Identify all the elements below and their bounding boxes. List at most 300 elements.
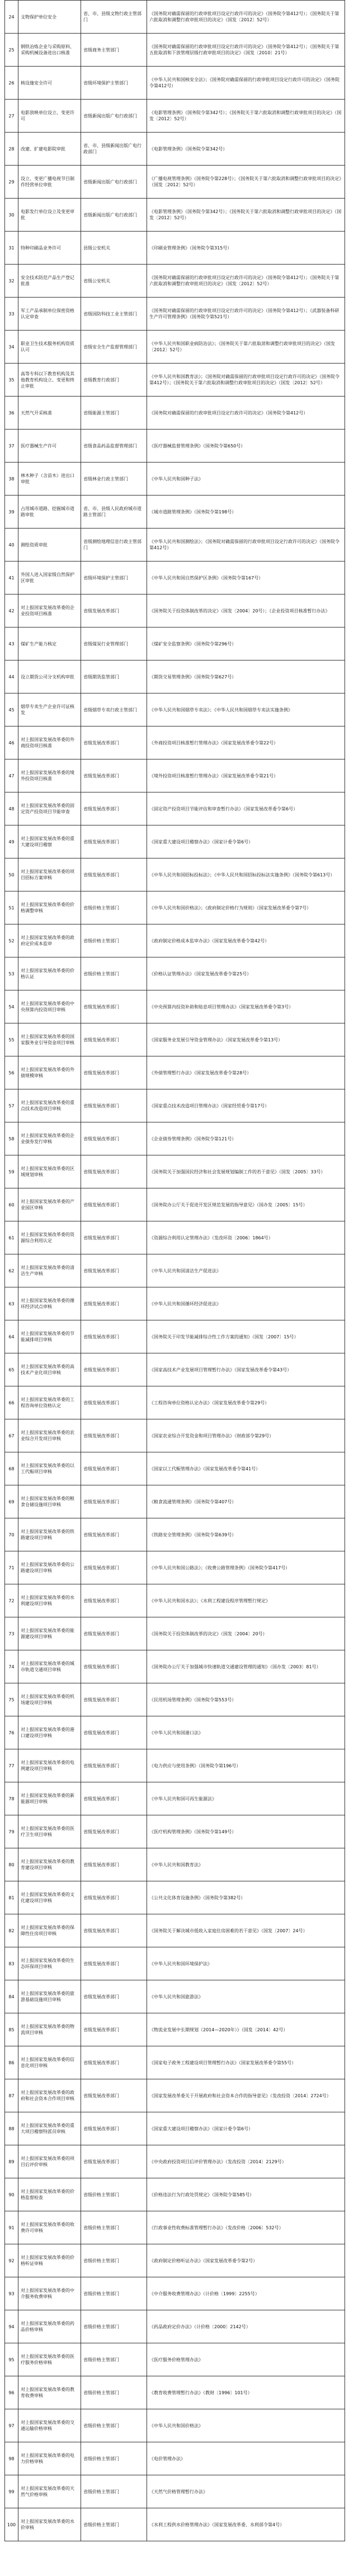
row-number: 73 xyxy=(5,1617,18,1650)
table-row xyxy=(5,1353,345,1386)
approval-item-name: 对上报国家发展改革委的天然气价格审核 xyxy=(18,2475,81,2508)
approval-item-name: 对上报国家发展改革委的生态环保项目审核 xyxy=(18,1947,81,1980)
row-number: 76 xyxy=(5,1716,18,1749)
legal-basis: 《国务院关于投资体制改革的决定》（国发〔2004〕20号） xyxy=(147,1617,345,1650)
approval-item-name: 煤矿生产能力核定 xyxy=(18,628,81,660)
table-row xyxy=(5,133,345,166)
table-row xyxy=(5,1221,345,1254)
legal-basis: 《中华人民共和国测绘法》；《国务院对确需保留的行政审批项目设定行政许可的决定》（国务院令第412号） xyxy=(147,529,345,562)
legal-basis: 《铁路安全管理条例》（国务院令第639号） xyxy=(147,1518,345,1551)
row-number: 61 xyxy=(5,1221,18,1254)
row-number: 88 xyxy=(5,2112,18,2145)
implementing-department: 省级发展改革部门 xyxy=(81,1089,147,1122)
row-number: 64 xyxy=(5,1320,18,1353)
table-row xyxy=(5,891,345,924)
legal-basis: 《电影管理条例》（国务院令第342号） xyxy=(147,133,345,166)
row-number: 94 xyxy=(5,2310,18,2343)
approval-item-name: 钢铁冶炼企业与采购原料、采购机械设备进出口核准 xyxy=(18,34,81,67)
row-number: 47 xyxy=(5,759,18,792)
row-number: 78 xyxy=(5,1782,18,1815)
legal-basis: 《物流业发展中长期规划（2014—2020年）》（国发〔2014〕42号） xyxy=(147,2013,345,2046)
legal-basis: 《中华人民共和国环境保护法》 xyxy=(147,1947,345,1980)
implementing-department: 省级发展改革部门 xyxy=(81,1188,147,1221)
implementing-department: 省级发展改革部门 xyxy=(81,2046,147,2079)
row-number: 24 xyxy=(5,1,18,34)
table-row xyxy=(5,1023,345,1056)
approval-item-name: 对上报国家发展改革委的重点技术改造项目审核 xyxy=(18,1089,81,1122)
row-number: 91 xyxy=(5,2211,18,2244)
approval-item-name: 天然气开采核准 xyxy=(18,397,81,430)
implementing-department: 省级发展改革部门 xyxy=(81,2079,147,2112)
approval-item-name: 设立期货公司分支机构审批 xyxy=(18,660,81,693)
row-number: 52 xyxy=(5,924,18,957)
table-row xyxy=(5,792,345,825)
legal-basis: 《城市道路管理条例》（国务院令第198号） xyxy=(147,496,345,529)
approval-item-name: 对上报国家发展改革委的资源综合利用认定 xyxy=(18,1221,81,1254)
legal-basis: 《中华人民共和国职业病防治法》；《国务院关于第六批取消和调整行政审批项目的决定》（国发〔2012〕52号） xyxy=(147,331,345,364)
approval-item-name: 对上报国家发展改革委的电网建设项目审核 xyxy=(18,1749,81,1782)
table-row xyxy=(5,430,345,463)
implementing-department: 省级发展改革部门 xyxy=(81,990,147,1023)
legal-basis: 《企业债券管理条例》（国务院令第121号） xyxy=(147,1122,345,1155)
approval-item-name: 对上报国家发展改革委的水利建设项目审核 xyxy=(18,1584,81,1617)
table-row xyxy=(5,232,345,265)
implementing-department: 省级价格主管部门 xyxy=(81,957,147,990)
implementing-department: 县级公安机关 xyxy=(81,232,147,265)
approval-item-name: 对上报国家发展改革委的重大项目稽察特派员审核 xyxy=(18,2112,81,2145)
implementing-department: 省、市、县级新闻出版广电行政部门 xyxy=(81,133,147,166)
row-number: 42 xyxy=(5,595,18,628)
table-row xyxy=(5,1782,345,1815)
approval-item-name: 对上报国家发展改革委的医疗服务价格审核 xyxy=(18,2343,81,2376)
approval-item-name: 对上报国家发展改革委的产业园区审核 xyxy=(18,1188,81,1221)
table-row xyxy=(5,1584,345,1617)
implementing-department: 省级发展改革部门 xyxy=(81,1155,147,1188)
row-number: 80 xyxy=(5,1848,18,1881)
approval-item-name: 对上报国家发展改革委的新能源项目审核 xyxy=(18,1782,81,1815)
approval-item-name: 对上报国家发展改革委的中介服务收费审核 xyxy=(18,2277,81,2310)
table-row xyxy=(5,463,345,496)
row-number: 89 xyxy=(5,2145,18,2178)
legal-basis: 《中华人民共和国清洁生产促进法》 xyxy=(147,1254,345,1287)
approval-items-table xyxy=(4,0,345,2541)
legal-basis: 《政府制定价格听证办法》（国家发展改革委令第2号） xyxy=(147,2244,345,2277)
legal-basis: 《国务院关于投资体制改革的决定》（国发〔2004〕20号）；《企业投资项目核准暂行办法》 xyxy=(147,595,345,628)
legal-basis: 《行政事业性收费标准管理暂行办法》（发改价格〔2006〕532号） xyxy=(147,2211,345,2244)
row-number: 29 xyxy=(5,166,18,199)
table-row xyxy=(5,2211,345,2244)
row-number: 49 xyxy=(5,825,18,858)
legal-basis: 《固定资产投资项目节能评估和审查暂行办法》（国家发展改革委令第6号） xyxy=(147,792,345,825)
table-row xyxy=(5,1089,345,1122)
table-row xyxy=(5,166,345,199)
row-number: 26 xyxy=(5,67,18,100)
legal-basis: 《医疗机构管理条例》（国务院令第149号） xyxy=(147,1815,345,1848)
row-number: 55 xyxy=(5,1023,18,1056)
table-row xyxy=(5,1287,345,1320)
implementing-department: 省级发展改革部门 xyxy=(81,1914,147,1947)
approval-item-name: 对上报国家发展改革委的能源建设项目审核 xyxy=(18,1617,81,1650)
table-row xyxy=(5,2112,345,2145)
legal-basis: 《中华人民共和国自然保护区条例》（国务院令第167号） xyxy=(147,562,345,595)
approval-item-name: 对上报国家发展改革委的铁路建设项目审核 xyxy=(18,1518,81,1551)
approval-item-name: 外国人进入国家级自然保护区审批 xyxy=(18,562,81,595)
implementing-department: 省级发展改革部门 xyxy=(81,1254,147,1287)
implementing-department: 省、市、县级文物行政主管部门 xyxy=(81,1,147,34)
legal-basis: 《价格违法行为行政处罚规定》（国务院令第585号） xyxy=(147,2178,345,2211)
row-number: 71 xyxy=(5,1551,18,1584)
implementing-department: 省级能源主管部门 xyxy=(81,397,147,430)
legal-basis: 《中华人民共和国旅游法》 xyxy=(147,1980,345,2013)
approval-item-name: 对上报国家发展改革委的机场建设项目审核 xyxy=(18,1683,81,1716)
approval-item-name: 对上报国家发展改革委的重大建设项目稽察 xyxy=(18,825,81,858)
table-row xyxy=(5,759,345,792)
approval-item-name: 对上报国家发展改革委的区域规划审核 xyxy=(18,1155,81,1188)
implementing-department: 省级公安机关 xyxy=(81,265,147,298)
approval-item-name: 电影发行单位设立及变更审批 xyxy=(18,199,81,232)
approval-item-name: 对上报国家发展改革委的水价审核 xyxy=(18,2508,81,2541)
implementing-department: 省级发展改革部门 xyxy=(81,1023,147,1056)
approval-item-name: 军工产品承制单位保密资格认定审查 xyxy=(18,298,81,331)
approval-item-name: 对上报国家发展改革委的物流项目审核 xyxy=(18,2013,81,2046)
implementing-department: 省级发展改革部门 xyxy=(81,1386,147,1419)
row-number: 25 xyxy=(5,34,18,67)
table-row xyxy=(5,1485,345,1518)
implementing-department: 省级发展改革部门 xyxy=(81,825,147,858)
table-row xyxy=(5,628,345,660)
implementing-department: 省级发展改革部门 xyxy=(81,1617,147,1650)
row-number: 77 xyxy=(5,1749,18,1782)
implementing-department: 省级价格主管部门 xyxy=(81,2442,147,2475)
legal-basis: 《医疗器械监督管理条例》（国务院令第650号） xyxy=(147,430,345,463)
legal-basis: 《煤矿安全监察条例》（国务院令第296号） xyxy=(147,628,345,660)
table-row xyxy=(5,529,345,562)
implementing-department: 省级发展改革部门 xyxy=(81,1980,147,2013)
table-row xyxy=(5,1914,345,1947)
implementing-department: 省级发展改革部门 xyxy=(81,1287,147,1320)
legal-basis: 《资源综合利用认定管理办法》（发改环资〔2006〕1864号） xyxy=(147,1221,345,1254)
approval-item-name: 改建、扩建电影院审批 xyxy=(18,133,81,166)
approval-item-name: 对上报国家发展改革委的教育建设项目审核 xyxy=(18,1848,81,1881)
approval-item-name: 对上报国家发展改革委的循环经济试点审核 xyxy=(18,1287,81,1320)
table-row xyxy=(5,1947,345,1980)
implementing-department: 省级发展改革部门 xyxy=(81,2145,147,2178)
implementing-department: 省级新闻出版广电行政部门 xyxy=(81,100,147,133)
row-number: 40 xyxy=(5,529,18,562)
row-number: 59 xyxy=(5,1155,18,1188)
table-row xyxy=(5,1254,345,1287)
table-row xyxy=(5,2079,345,2112)
table-row xyxy=(5,1848,345,1881)
implementing-department: 省级新闻出版广电行政部门 xyxy=(81,166,147,199)
row-number: 98 xyxy=(5,2442,18,2475)
table-row xyxy=(5,397,345,430)
implementing-department: 省级发展改革部门 xyxy=(81,1815,147,1848)
row-number: 75 xyxy=(5,1683,18,1716)
table-row xyxy=(5,1386,345,1419)
implementing-department: 省级环境保护主管部门 xyxy=(81,562,147,595)
approval-item-name: 对上报国家发展改革委的价格认证 xyxy=(18,957,81,990)
legal-basis: 《政府制定价格成本监审办法》（国家发展改革委令第42号） xyxy=(147,924,345,957)
implementing-department: 省级价格主管部门 xyxy=(81,2343,147,2376)
implementing-department: 省级价格主管部门 xyxy=(81,2211,147,2244)
implementing-department: 省级发展改革部门 xyxy=(81,2013,147,2046)
legal-basis: 《水利工程供水价格管理办法》（国家发展改革委、水利部令第4号） xyxy=(147,2508,345,2541)
table-row xyxy=(5,1551,345,1584)
table-row xyxy=(5,496,345,529)
legal-basis: 《国家农业综合开发资金和项目管理办法》（财政部令第29号） xyxy=(147,1419,345,1452)
row-number: 62 xyxy=(5,1254,18,1287)
legal-basis: 《中华人民共和国可再生能源法》 xyxy=(147,1782,345,1815)
approval-item-name: 对上报国家发展改革委的教育收费审核 xyxy=(18,2376,81,2409)
implementing-department: 省级食品药品监督管理部门 xyxy=(81,430,147,463)
row-number: 83 xyxy=(5,1947,18,1980)
implementing-department: 省级发展改革部门 xyxy=(81,1122,147,1155)
implementing-department: 省级价格主管部门 xyxy=(81,924,147,957)
row-number: 87 xyxy=(5,2079,18,2112)
implementing-department: 省级安全生产监督管理部门 xyxy=(81,331,147,364)
table-body xyxy=(5,1,345,2541)
table-row xyxy=(5,331,345,364)
row-number: 43 xyxy=(5,628,18,660)
row-number: 95 xyxy=(5,2343,18,2376)
approval-item-name: 对上报国家发展改革委的以工代赈项目审核 xyxy=(18,1452,81,1485)
implementing-department: 省级发展改革部门 xyxy=(81,792,147,825)
table-row xyxy=(5,199,345,232)
row-number: 86 xyxy=(5,2046,18,2079)
row-number: 60 xyxy=(5,1188,18,1221)
legal-basis: 《价格认证管理办法》（国家发展改革委令第25号） xyxy=(147,957,345,990)
table-row xyxy=(5,2046,345,2079)
table-row xyxy=(5,660,345,693)
row-number: 92 xyxy=(5,2244,18,2277)
row-number: 93 xyxy=(5,2277,18,2310)
approval-item-name: 对上报国家发展改革委的药品价格审核 xyxy=(18,2310,81,2343)
implementing-department: 省级发展改革部门 xyxy=(81,1419,147,1452)
legal-basis: 《中华人民共和国教育法》；《国务院对确需保留的行政审批项目设定行政许可的决定》（国务院令第412号）；《国务院关于第六批取消和调整行政审批项目的决定》（国发〔2012〕52号） xyxy=(147,364,345,397)
row-number: 34 xyxy=(5,331,18,364)
table-row xyxy=(5,1749,345,1782)
row-number: 90 xyxy=(5,2178,18,2211)
legal-basis: 《中华人民共和国价格法》 xyxy=(147,2409,345,2442)
approval-item-name: 占用城市道路、挖掘城市道路审批 xyxy=(18,496,81,529)
row-number: 45 xyxy=(5,693,18,726)
row-number: 51 xyxy=(5,891,18,924)
table-row xyxy=(5,265,345,298)
legal-basis: 《中华人民共和国核安全法》；《国务院对确需保留的行政审批项目设定行政许可的决定》（国务院令第412号） xyxy=(147,67,345,100)
table-row xyxy=(5,1320,345,1353)
table-row xyxy=(5,1056,345,1089)
approval-item-name: 对上报国家发展改革委的境外投资项目核准 xyxy=(18,759,81,792)
legal-basis: 《国家重大建设项目稽察办法》（国家计委令第6号） xyxy=(147,825,345,858)
row-number: 82 xyxy=(5,1914,18,1947)
approval-item-name: 对上报国家发展改革委的企业投资项目核准 xyxy=(18,595,81,628)
row-number: 100 xyxy=(5,2508,18,2541)
approval-item-name: 对上报国家发展改革委的高技术产业化项目审核 xyxy=(18,1353,81,1386)
legal-basis: 《中央政府投资项目后评价管理办法》（发改投资〔2014〕2129号） xyxy=(147,2145,345,2178)
approval-item-name: 对上报国家发展改革委的收费许可审核 xyxy=(18,2211,81,2244)
row-number: 31 xyxy=(5,232,18,265)
implementing-department: 省级烟草专卖行政主管部门 xyxy=(81,693,147,726)
row-number: 36 xyxy=(5,397,18,430)
implementing-department: 省级林业行政主管部门 xyxy=(81,463,147,496)
implementing-department: 省级价格主管部门 xyxy=(81,2508,147,2541)
approval-item-name: 文物保护单位安全 xyxy=(18,1,81,34)
implementing-department: 省级发展改革部门 xyxy=(81,1584,147,1617)
legal-basis: 《电影管理条例》（国务院令第342号）；《国务院关于第六批取消和调整行政审批项目的决定》（国发〔2012〕52号） xyxy=(147,100,345,133)
approval-item-name: 对上报国家发展改革委的政府和社会资本合作项目审核 xyxy=(18,2079,81,2112)
implementing-department: 省级商务主管部门 xyxy=(81,34,147,67)
table-row xyxy=(5,2310,345,2343)
legal-basis: 《中央预算内投资补助和贴息项目管理办法》（国家发展改革委令第3号） xyxy=(147,990,345,1023)
table-row xyxy=(5,364,345,397)
table-row xyxy=(5,2475,345,2508)
row-number: 79 xyxy=(5,1815,18,1848)
legal-basis: 《期货交易管理条例》（国务院令第627号） xyxy=(147,660,345,693)
implementing-department: 省级发展改革部门 xyxy=(81,1683,147,1716)
legal-basis: 《国务院对确需保留的行政审批项目设定行政许可的决定》（国务院令第412号） xyxy=(147,397,345,430)
row-number: 39 xyxy=(5,496,18,529)
table-row xyxy=(5,1419,345,1452)
approval-item-name: 对上报国家发展改革委的农业综合开发项目审核 xyxy=(18,1419,81,1452)
table-row xyxy=(5,298,345,331)
table-row xyxy=(5,1155,345,1188)
legal-basis: 《教育收费管理暂行办法》（教财〔1996〕101号） xyxy=(147,2376,345,2409)
legal-basis: 《中华人民共和国循环经济促进法》 xyxy=(147,1287,345,1320)
approval-item-name: 对上报国家发展改革委的项目招标方案审核 xyxy=(18,858,81,891)
legal-basis: 《电力供应与使用条例》（国务院令第196号） xyxy=(147,1749,345,1782)
implementing-department: 省级发展改革部门 xyxy=(81,1650,147,1683)
implementing-department: 省级发展改革部门 xyxy=(81,595,147,628)
approval-item-name: 对上报国家发展改革委的价格监督检查 xyxy=(18,2178,81,2211)
table-row xyxy=(5,1617,345,1650)
approval-item-name: 对上报国家发展改革委的价格调整审核 xyxy=(18,891,81,924)
approval-item-name: 对上报国家发展改革委的城市轨道交通项目审核 xyxy=(18,1650,81,1683)
table-row xyxy=(5,693,345,726)
approval-item-name: 林木种子（含苗木）进出口审批 xyxy=(18,463,81,496)
row-number: 99 xyxy=(5,2475,18,2508)
row-number: 46 xyxy=(5,726,18,759)
row-number: 33 xyxy=(5,298,18,331)
approval-item-name: 对上报国家发展改革委的外商投资项目核准 xyxy=(18,726,81,759)
approval-item-name: 对上报国家发展改革委的企业债券发行审核 xyxy=(18,1122,81,1155)
legal-basis: 《国务院关于加强国民经济和社会发展规划编制工作的若干意见》（国发〔2005〕33号） xyxy=(147,1155,345,1188)
implementing-department: 省级环境保护主管部门 xyxy=(81,67,147,100)
implementing-department: 省级煤炭行业管理部门 xyxy=(81,628,147,660)
row-number: 27 xyxy=(5,100,18,133)
table-row xyxy=(5,2244,345,2277)
table-row xyxy=(5,858,345,891)
legal-basis: 《公共文化体育设施条例》（国务院令第382号） xyxy=(147,1881,345,1914)
approval-item-name: 安全技术防范产品生产登记批准 xyxy=(18,265,81,298)
row-number: 38 xyxy=(5,463,18,496)
legal-basis: 《国家以工代赈管理办法》（国家发展改革委令第41号） xyxy=(147,1452,345,1485)
row-number: 69 xyxy=(5,1485,18,1518)
approval-item-name: 对上报国家发展改革委的清洁生产审核 xyxy=(18,1254,81,1287)
legal-basis: 《国务院对确需保留的行政审批项目设定行政许可的决定》（国务院令第412号）；《国务院关于第六批取消和调整行政审批项目的决定》（国发〔2012〕52号） xyxy=(147,265,345,298)
approval-item-name: 对上报国家发展改革委的旅游基础设施项目审核 xyxy=(18,1980,81,2013)
implementing-department: 省级发展改革部门 xyxy=(81,1848,147,1881)
legal-basis: 《中介服务收费管理办法》（计价格〔1999〕2255号） xyxy=(147,2277,345,2310)
approval-item-name: 核设施安全许可 xyxy=(18,67,81,100)
implementing-department: 省、市、县级人民政府城市道路主管部门 xyxy=(81,496,147,529)
legal-basis: 《国家重点技术改造项目管理办法》（国家经贸委令第17号） xyxy=(147,1089,345,1122)
table-row xyxy=(5,2145,345,2178)
table-row xyxy=(5,595,345,628)
implementing-department: 省级发展改革部门 xyxy=(81,1485,147,1518)
legal-basis: 《国家发展改革委关于开展政府和社会资本合作的指导意见》（发改投资〔2014〕2724号） xyxy=(147,2079,345,2112)
approval-item-name: 电影放映单位设立、变更许可 xyxy=(18,100,81,133)
row-number: 67 xyxy=(5,1419,18,1452)
approval-item-name: 特种印刷品业务许可 xyxy=(18,232,81,265)
legal-basis: 《印刷业管理条例》（国务院令第315号） xyxy=(147,232,345,265)
table-row xyxy=(5,2409,345,2442)
row-number: 41 xyxy=(5,562,18,595)
approval-item-name: 对上报国家发展改革委的固定资产投资项目节能审查 xyxy=(18,792,81,825)
implementing-department: 省级发展改革部门 xyxy=(81,858,147,891)
row-number: 28 xyxy=(5,133,18,166)
legal-basis: 《国家重大建设项目稽察办法》（国家计委令第6号） xyxy=(147,2112,345,2145)
row-number: 44 xyxy=(5,660,18,693)
row-number: 37 xyxy=(5,430,18,463)
legal-basis: 《工程咨询单位资格认定办法》（国家发展改革委令第29号） xyxy=(147,1386,345,1419)
implementing-department: 省级价格主管部门 xyxy=(81,2409,147,2442)
table-row xyxy=(5,2508,345,2541)
row-number: 97 xyxy=(5,2409,18,2442)
table-row xyxy=(5,562,345,595)
legal-basis: 《外债管理暂行办法》（国家发展改革委令第28号） xyxy=(147,1056,345,1089)
legal-basis: 《民用机场管理条例》（国务院令第553号） xyxy=(147,1683,345,1716)
legal-basis: 《中华人民共和国教育法》 xyxy=(147,1848,345,1881)
implementing-department: 省级价格主管部门 xyxy=(81,2310,147,2343)
implementing-department: 省级发展改革部门 xyxy=(81,726,147,759)
table-row xyxy=(5,1815,345,1848)
row-number: 84 xyxy=(5,1980,18,2013)
row-number: 58 xyxy=(5,1122,18,1155)
approval-item-name: 对上报国家发展改革委的港口建设项目审核 xyxy=(18,1716,81,1749)
implementing-department: 省级新闻出版广电行政部门 xyxy=(81,199,147,232)
row-number: 74 xyxy=(5,1650,18,1683)
approval-item-name: 对上报国家发展改革委的价格听证审核 xyxy=(18,2244,81,2277)
legal-basis: 《国家高技术产业发展项目管理暂行办法》（国家发展改革委令第43号） xyxy=(147,1353,345,1386)
table-row xyxy=(5,1980,345,2013)
implementing-department: 省级发展改革部门 xyxy=(81,1782,147,1815)
approval-item-name: 对上报国家发展改革委的医疗卫生项目审核 xyxy=(18,1815,81,1848)
row-number: 32 xyxy=(5,265,18,298)
approval-item-name: 对上报国家发展改革委的交通运输价格审核 xyxy=(18,2409,81,2442)
row-number: 70 xyxy=(5,1518,18,1551)
legal-basis: 《中华人民共和国烟草专卖法》；《中华人民共和国烟草专卖法实施条例》 xyxy=(147,693,345,726)
legal-basis: 《电影管理条例》（国务院令第342号）；《国务院关于第六批取消和调整行政审批项目的决定》（国发〔2012〕52号） xyxy=(147,199,345,232)
implementing-department: 省级价格主管部门 xyxy=(81,891,147,924)
table-row xyxy=(5,1188,345,1221)
table-row xyxy=(5,1518,345,1551)
legal-basis: 《境外投资项目核准暂行管理办法》（国家发展改革委令第21号） xyxy=(147,759,345,792)
table-row xyxy=(5,1683,345,1716)
row-number: 65 xyxy=(5,1353,18,1386)
table-row xyxy=(5,100,345,133)
legal-basis: 《药品政府定价办法》（计价格〔2000〕2142号） xyxy=(147,2310,345,2343)
approval-item-name: 对上报国家发展改革委的外债规模审核 xyxy=(18,1056,81,1089)
implementing-department: 省级测绘地理信息行政主管部门 xyxy=(81,529,147,562)
legal-basis: 《国务院对确需保留的行政审批项目设定行政许可的决定》（国务院令第412号）；《武器装备科研生产许可管理条例》（国务院令第521号） xyxy=(147,298,345,331)
legal-basis: 《粮食流通管理条例》（国务院令第407号） xyxy=(147,1485,345,1518)
approval-item-name: 对上报国家发展改革委的政府定价成本监审 xyxy=(18,924,81,957)
table-row xyxy=(5,726,345,759)
legal-basis: 《中华人民共和国港口法》 xyxy=(147,1716,345,1749)
row-number: 66 xyxy=(5,1386,18,1419)
row-number: 54 xyxy=(5,990,18,1023)
